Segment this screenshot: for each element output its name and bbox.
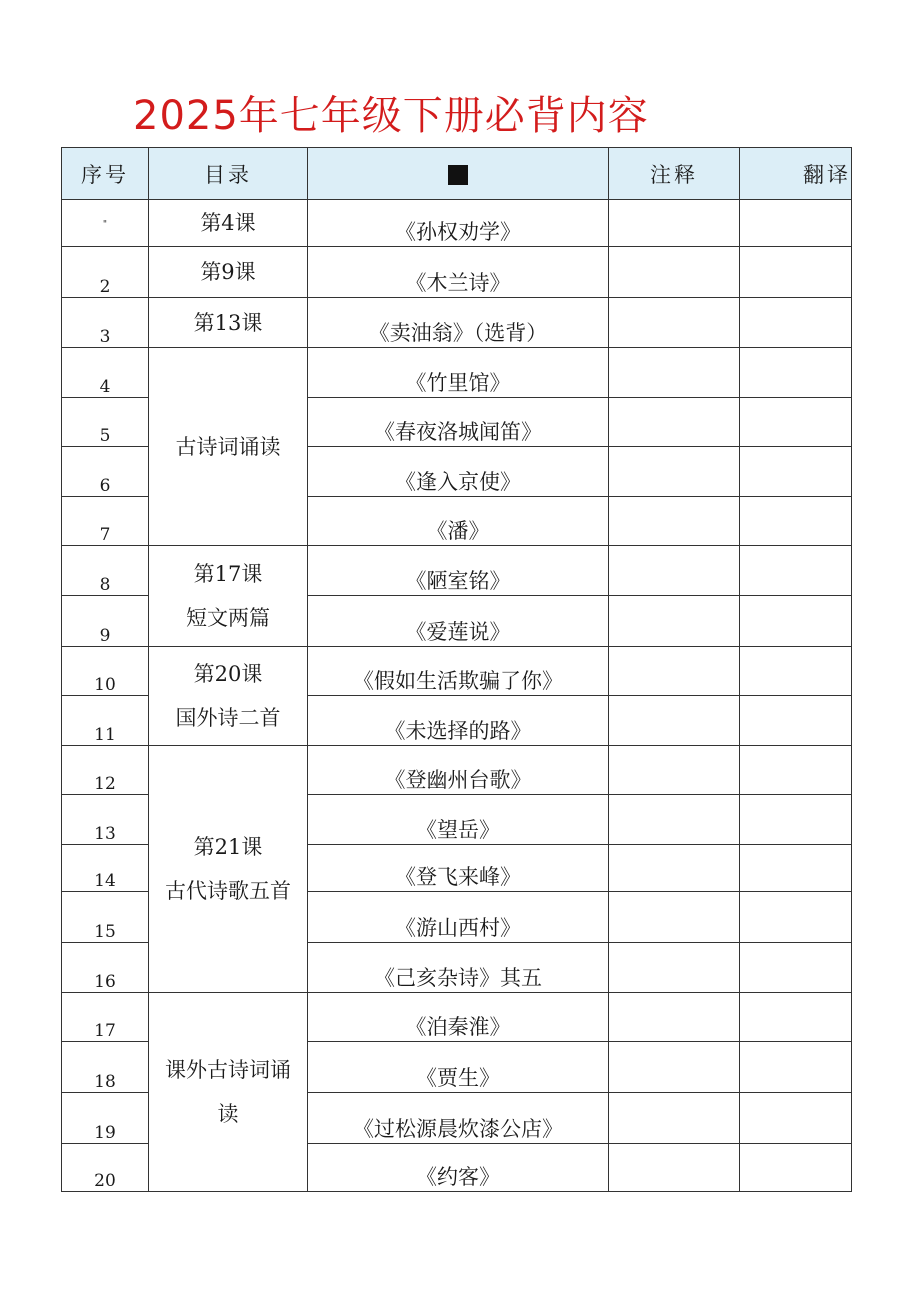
row-number: 7 — [62, 497, 149, 546]
translation-cell — [740, 696, 852, 746]
notes-cell — [609, 200, 740, 247]
text-title: 《逢入京使》 — [308, 447, 609, 497]
text-title: 《泊秦淮》 — [308, 993, 609, 1042]
row-number: 16 — [62, 943, 149, 993]
notes-cell — [609, 892, 740, 943]
text-title: 《假如生活欺骗了你》 — [308, 647, 609, 696]
notes-cell — [609, 1042, 740, 1093]
category-cell: 第21课 古代诗歌五首 — [149, 746, 308, 993]
category-cell: 第17课 短文两篇 — [149, 546, 308, 647]
table-row — [62, 647, 852, 696]
row-number: 18 — [62, 1042, 149, 1093]
header-directory: 目录 — [149, 148, 308, 200]
category-cell: 课外古诗词诵 读 — [149, 993, 308, 1192]
header-row — [62, 148, 852, 200]
text-title: 《陋室铭》 — [308, 546, 609, 596]
header-translation: 翻译 — [740, 148, 852, 200]
notes-cell — [609, 497, 740, 546]
translation-cell — [740, 795, 852, 845]
translation-cell — [740, 892, 852, 943]
row-number: 8 — [62, 546, 149, 596]
table-row — [62, 993, 852, 1042]
translation-cell — [740, 398, 852, 447]
category-cell: 第20课 国外诗二首 — [149, 647, 308, 746]
row-number: 12 — [62, 746, 149, 795]
notes-cell — [609, 1144, 740, 1192]
text-title: 《登飞来峰》 — [308, 845, 609, 892]
translation-cell — [740, 943, 852, 993]
row-number: 6 — [62, 447, 149, 497]
text-title: 《爱莲说》 — [308, 596, 609, 647]
recitation-table — [61, 147, 852, 1192]
text-title: 《望岳》 — [308, 795, 609, 845]
text-title: 《孙权劝学》 — [308, 200, 609, 247]
row-number: 20 — [62, 1144, 149, 1192]
row-number: 5 — [62, 398, 149, 447]
row-number-mark: " — [102, 220, 108, 230]
row-number: 17 — [62, 993, 149, 1042]
text-title: 《过松源晨炊漆公店》 — [308, 1093, 609, 1144]
notes-cell — [609, 647, 740, 696]
row-number: 3 — [62, 298, 149, 348]
translation-cell — [740, 447, 852, 497]
header-content — [308, 148, 609, 200]
text-title: 《登幽州台歌》 — [308, 746, 609, 795]
text-title: 《己亥杂诗》其五 — [308, 943, 609, 993]
translation-cell — [740, 1144, 852, 1192]
black-square-icon — [448, 165, 468, 185]
table-row — [62, 348, 852, 398]
text-title: 《约客》 — [308, 1144, 609, 1192]
text-title: 《春夜洛城闻笛》 — [308, 398, 609, 447]
row-number: 4 — [62, 348, 149, 398]
translation-cell — [740, 200, 852, 247]
notes-cell — [609, 1093, 740, 1144]
header-number: 序号 — [62, 148, 149, 200]
category-cell: 第4课 — [149, 200, 308, 247]
row-number: 11 — [62, 696, 149, 746]
notes-cell — [609, 546, 740, 596]
notes-cell — [609, 247, 740, 298]
notes-cell — [609, 993, 740, 1042]
header-notes: 注释 — [609, 148, 740, 200]
notes-cell — [609, 447, 740, 497]
table-row — [62, 298, 852, 348]
category-cell: 古诗词诵读 — [149, 348, 308, 546]
row-number: 2 — [62, 247, 149, 298]
translation-cell — [740, 298, 852, 348]
notes-cell — [609, 298, 740, 348]
notes-cell — [609, 795, 740, 845]
translation-cell — [740, 1042, 852, 1093]
row-number — [62, 200, 149, 247]
translation-cell — [740, 993, 852, 1042]
translation-cell — [740, 845, 852, 892]
notes-cell — [609, 398, 740, 447]
text-title: 《木兰诗》 — [308, 247, 609, 298]
notes-cell — [609, 845, 740, 892]
translation-cell — [740, 1093, 852, 1144]
notes-cell — [609, 596, 740, 647]
category-cell: 第13课 — [149, 298, 308, 348]
table-row — [62, 200, 852, 247]
text-title: 《游山西村》 — [308, 892, 609, 943]
table-row — [62, 746, 852, 795]
text-title: 《竹里馆》 — [308, 348, 609, 398]
notes-cell — [609, 943, 740, 993]
table-row — [62, 247, 852, 298]
text-title: 《未选择的路》 — [308, 696, 609, 746]
notes-cell — [609, 348, 740, 398]
text-title: 《潘》 — [308, 497, 609, 546]
row-number: 10 — [62, 647, 149, 696]
row-number: 14 — [62, 845, 149, 892]
translation-cell — [740, 497, 852, 546]
translation-cell — [740, 596, 852, 647]
row-number: 15 — [62, 892, 149, 943]
notes-cell — [609, 746, 740, 795]
notes-cell — [609, 696, 740, 746]
row-number: 19 — [62, 1093, 149, 1144]
translation-cell — [740, 348, 852, 398]
translation-cell — [740, 546, 852, 596]
row-number: 13 — [62, 795, 149, 845]
row-number: 9 — [62, 596, 149, 647]
translation-cell — [740, 647, 852, 696]
text-title: 《卖油翁》（选背） — [308, 298, 609, 348]
page-title: 2025年七年级下册必背内容 — [133, 93, 649, 139]
table-row — [62, 546, 852, 596]
text-title: 《贾生》 — [308, 1042, 609, 1093]
category-cell: 第9课 — [149, 247, 308, 298]
translation-cell — [740, 746, 852, 795]
translation-cell — [740, 247, 852, 298]
